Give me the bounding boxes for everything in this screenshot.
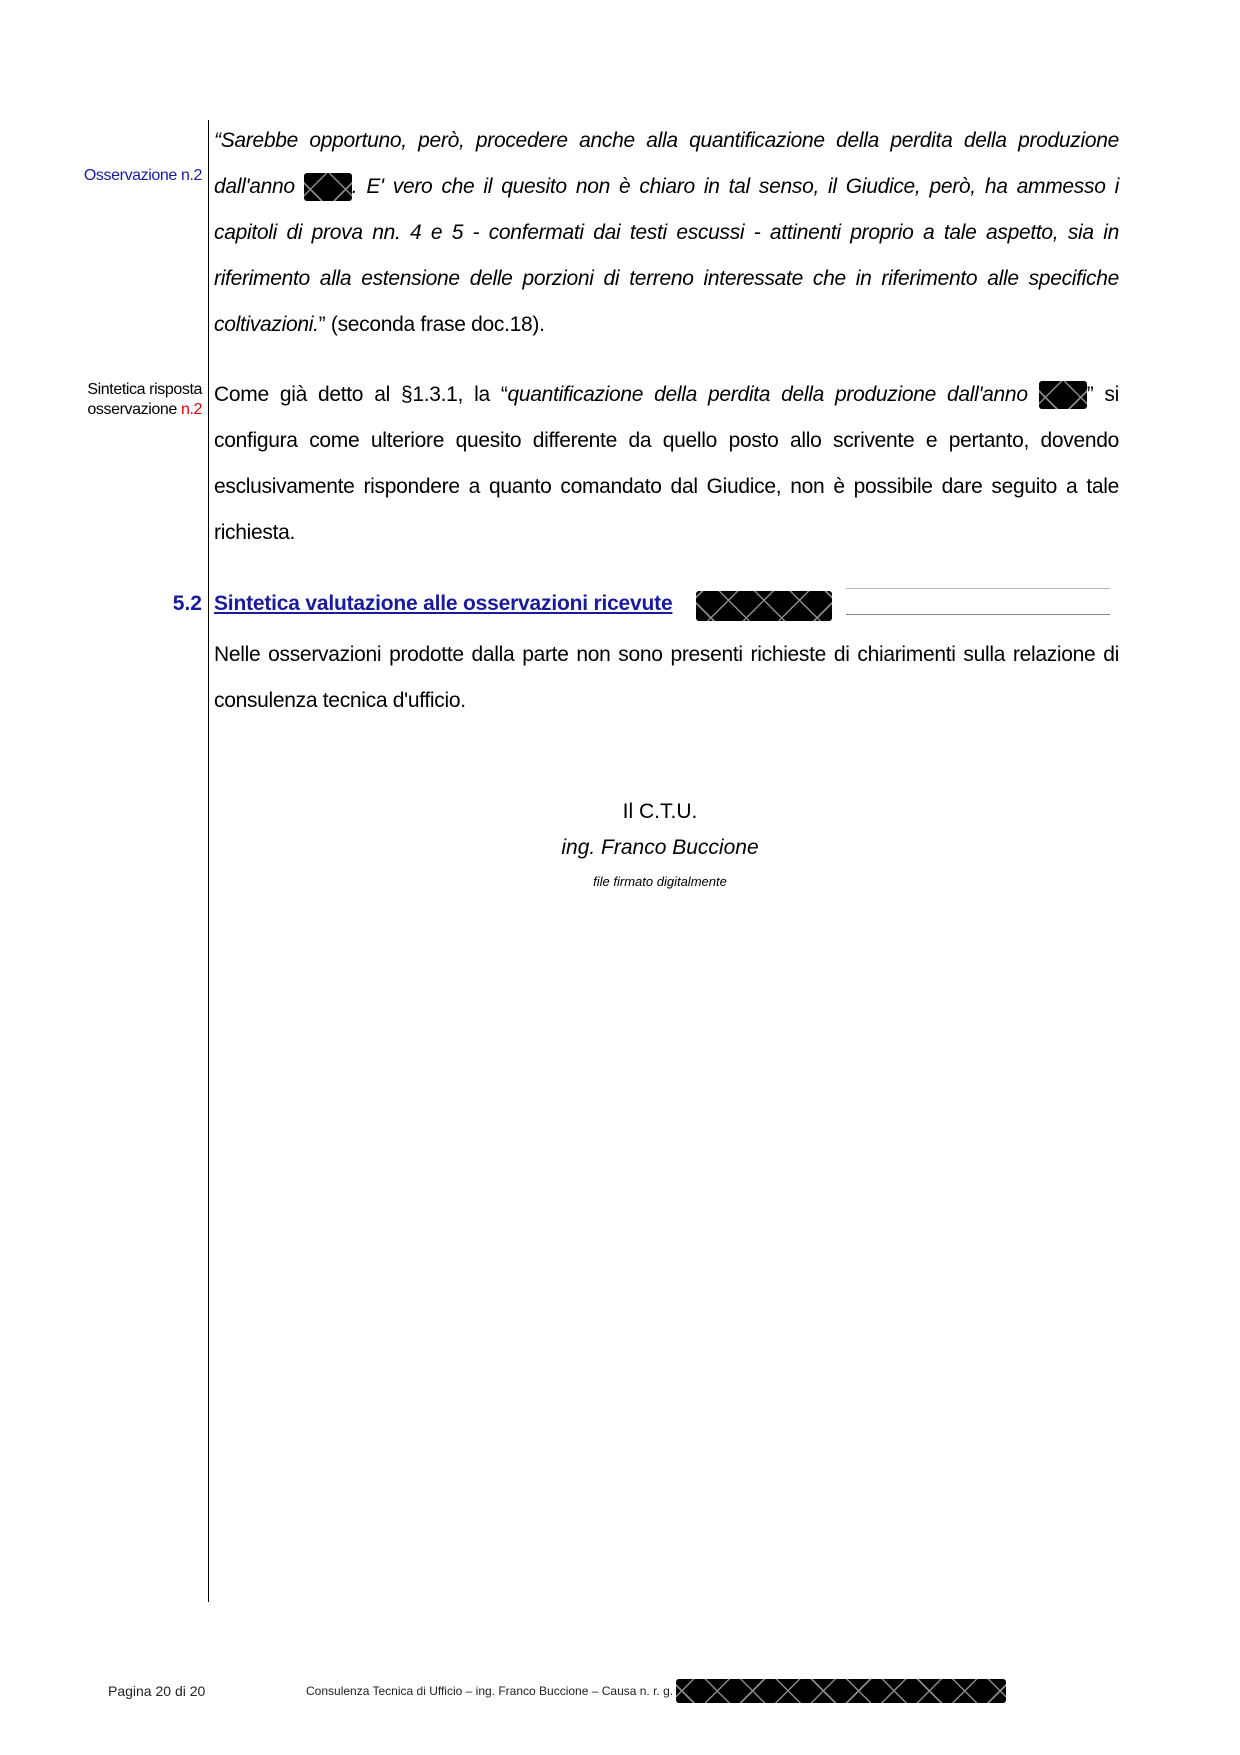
footer-page-number: Pagina 20 di 20 <box>108 1683 206 1699</box>
signature-note: file firmato digitalmente <box>593 874 727 889</box>
observation-note: Osservazione n.2 <box>83 167 202 184</box>
signature-role: Il C.T.U. <box>622 800 698 823</box>
response-text-start: Come già detto al §1.3.1, la “ <box>214 383 508 406</box>
response-note-number: n.2 <box>180 401 202 418</box>
margin-rule <box>208 120 209 1602</box>
response-text-italic: quantificazione della perdita della produzione dall'anno <box>507 383 1039 406</box>
heading-rule-bottom <box>846 614 1110 615</box>
section-body-paragraph: Nelle osservazioni prodotte dalla parte non sono presenti richieste di chiarimenti sulla relazione di consulenza tecnica d'ufficio. <box>214 643 1119 712</box>
redaction-block <box>304 173 352 201</box>
quote-text-rest: . E' vero che il quesito non è chiaro in tal senso, il Giudice, però, ha ammesso i capitoli di prova nn. 4 e 5 - confermati dai testi escussi - attinenti proprio a tale aspetto, sia in riferimento alla estensione delle porzioni di terreno interessate che in riferimento alle specifiche coltivazioni. <box>214 175 1119 336</box>
response-note <box>87 380 202 420</box>
section-number: 5.2 <box>172 592 202 615</box>
footer-title: Consulenza Tecnica di Ufficio – ing. Franco Buccione – Causa n. r. g. <box>306 1684 674 1698</box>
heading-rule-top <box>846 588 1110 589</box>
response-note-line1: Sintetica risposta <box>87 381 202 398</box>
quote-text-start: “Sarebbe opportuno, però, procedere anche alla quantificazione della perdita della produzione dall'anno <box>214 129 1119 198</box>
section-heading <box>150 588 1110 624</box>
response-note-prefix: osservazione <box>87 401 181 418</box>
observation-quote-paragraph <box>214 118 1119 348</box>
quote-reference: ” (seconda frase doc.18). <box>318 313 545 336</box>
response-paragraph <box>214 372 1119 556</box>
redaction-block <box>696 591 832 621</box>
response-text-rest: ” si configura come ulteriore quesito differente da quello posto allo scrivente e pertanto, dovendo esclusivamente rispondere a quanto comandato dal Giudice, non è possibile dare seguito a tale richiesta. <box>214 383 1119 544</box>
signature-name: ing. Franco Buccione <box>561 836 759 859</box>
response-note-line2 <box>87 400 202 420</box>
footer-redaction-block <box>676 1679 1006 1703</box>
section-title-text: Sintetica valutazione alle osservazioni ricevute <box>214 592 673 615</box>
section-title <box>214 592 672 616</box>
redaction-block <box>1039 381 1087 409</box>
